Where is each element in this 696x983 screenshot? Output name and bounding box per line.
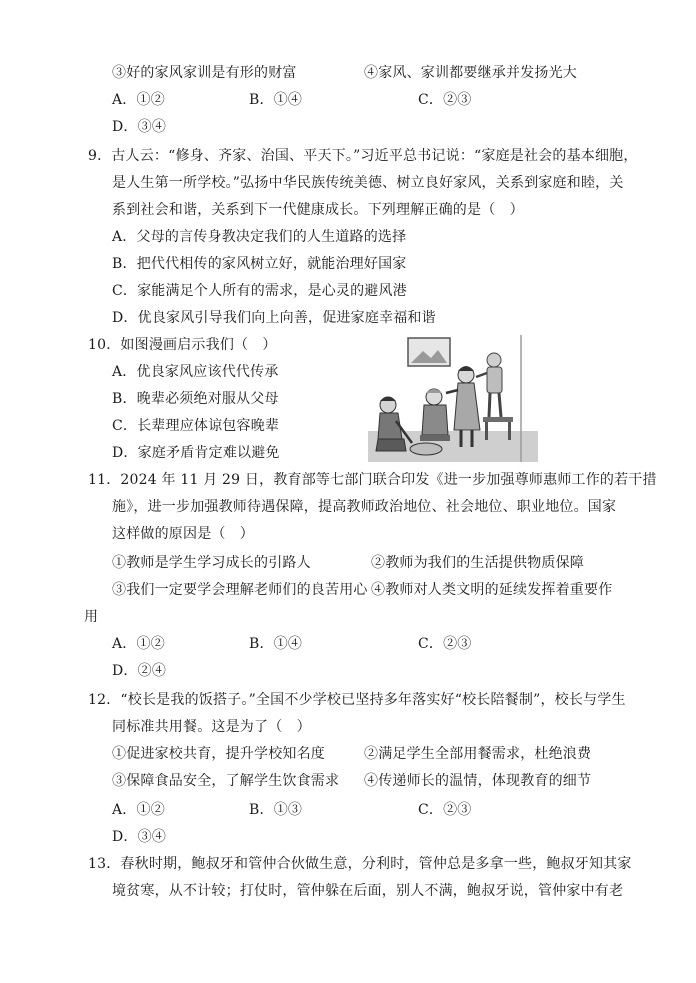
q10-choice-d: D．家庭矛盾肯定难以避免 (112, 445, 280, 461)
q11-option-2: ②教师为我们的生活提供物质保障 (371, 555, 584, 571)
q11-choice-c: C．②③ (418, 636, 472, 652)
q9-stem-line-2: 是人生第一所学校。”弘扬中华民族传统美德、树立良好家风，关系到家庭和睦，关 (112, 175, 624, 191)
q11-option-1: ①教师是学生学习成长的引路人 (112, 555, 311, 571)
q11-option-3: ③我们一定要学会理解老师们的良苦用心 (112, 582, 368, 598)
q9-choice-c: C．家能满足个人所有的需求，是心灵的避风港 (112, 283, 407, 299)
q9-stem-line-1: 9．古人云：“修身、齐家、治国、平天下。”习近平总书记说：“家庭是社会的基本细胞， (88, 148, 638, 164)
q8-option-4: ④家风、家训都要继承并发扬光大 (364, 65, 577, 81)
q9-stem-line-3: 系到社会和谐，关系到下一代健康成长。下列理解正确的是（ ） (112, 202, 524, 218)
q12-stem-line-1: 12．“校长是我的饭搭子。”全国不少学校已坚持多年落实好“校长陪餐制”，校长与学生 (88, 692, 626, 708)
q10-choice-c: C．长辈理应体谅包容晚辈 (112, 418, 280, 434)
q11-choice-a: A．①② (112, 636, 165, 652)
q10-choice-a: A．优良家风应该代代传承 (112, 364, 279, 380)
q8-choice-c: C．②③ (418, 92, 472, 108)
q12-choice-a: A．①② (112, 802, 165, 818)
q8-choice-a: A．①② (112, 92, 165, 108)
q9-choice-b: B．把代代相传的家风树立好，就能治理好国家 (112, 256, 407, 272)
q11-stem-line-3: 这样做的原因是（ ） (112, 526, 254, 542)
q13-stem-line-2: 境贫寒，从不计较；打仗时，管仲躲在后面，别人不满，鲍叔牙说，管仲家中有老 (112, 883, 624, 899)
q11-option-4-wrap: 用 (84, 609, 99, 625)
q8-choice-b: B．①④ (249, 92, 303, 108)
q12-option-4: ④传递师长的温情，体现教育的细节 (364, 773, 592, 789)
q12-stem-line-2: 同标准共用餐。这是为了（ ） (112, 719, 311, 735)
q8-choice-d: D．③④ (112, 119, 167, 135)
q12-option-2: ②满足学生全部用餐需求，杜绝浪费 (364, 746, 592, 762)
q11-stem-line-1: 11．2024 年 11 月 29 日，教育部等七部门联合印发《进一步加强尊师惠师工作的若干措 (88, 472, 657, 488)
q12-option-3: ③保障食品安全，了解学生饮食需求 (112, 773, 340, 789)
q8-option-3: ③好的家风家训是有形的财富 (112, 65, 297, 81)
q11-choice-b: B．①④ (249, 636, 303, 652)
q11-stem-line-2: 施》，进一步加强教师待遇保障，提高教师政治地位、社会地位、职业地位。国家 (112, 499, 617, 515)
q10-stem: 10．如图漫画启示我们（ ） (88, 337, 277, 353)
q12-option-1: ①促进家校共育，提升学校知名度 (112, 746, 325, 762)
q11-option-4: ④教师对人类文明的延续发挥着重要作 (371, 582, 613, 598)
q9-choice-d: D．优良家风引导我们向上向善，促进家庭幸福和谐 (112, 310, 436, 326)
q13-stem-line-1: 13．春秋时期，鲍叔牙和管仲合伙做生意，分利时，管仲总是多拿一些，鲍叔牙知其家 (88, 856, 632, 872)
q12-choice-c: C．②③ (418, 802, 472, 818)
q9-choice-a: A．父母的言传身教决定我们的人生道路的选择 (112, 229, 407, 245)
q12-choice-d: D．③④ (112, 829, 167, 845)
q11-choice-d: D．②④ (112, 663, 167, 679)
q12-choice-b: B．①③ (249, 802, 303, 818)
family-cartoon-illustration (368, 335, 538, 462)
q10-choice-b: B．晚辈必须绝对服从父母 (112, 391, 279, 407)
